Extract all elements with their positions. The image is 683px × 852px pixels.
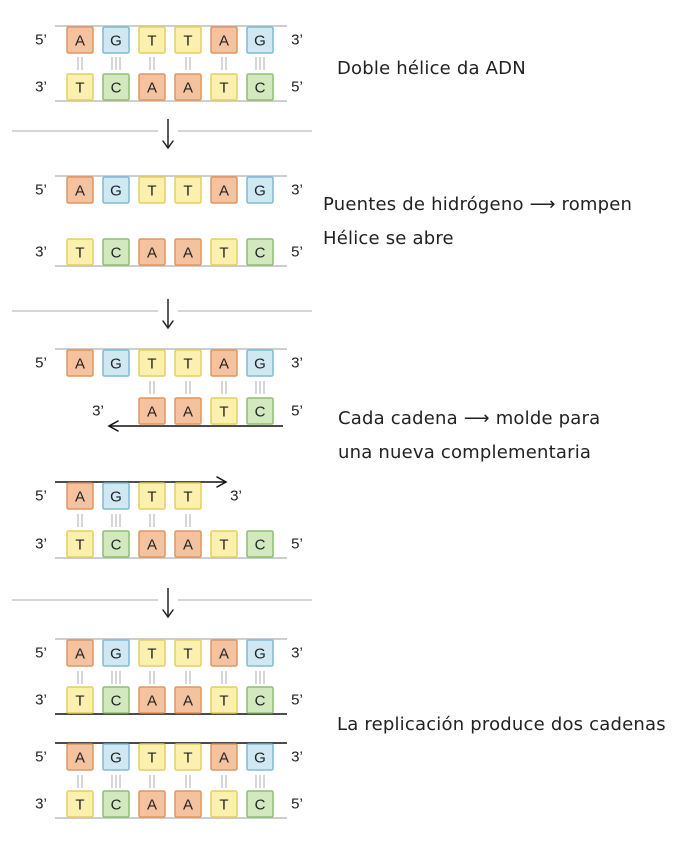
base-letter-t: T xyxy=(75,79,85,97)
base-letter-a: A xyxy=(182,536,194,554)
base-letter-t: T xyxy=(219,244,229,262)
end-label-right: 5’ xyxy=(291,402,303,420)
end-label-right: 3’ xyxy=(291,31,303,49)
base-letter-c: C xyxy=(254,796,266,814)
base-letter-g: G xyxy=(254,645,266,663)
note-template-strand: Cada cadena ⟶ molde para xyxy=(338,408,601,429)
base-letter-t: T xyxy=(75,796,85,814)
base-letter-a: A xyxy=(182,79,194,97)
base-letter-g: G xyxy=(110,32,122,50)
base-letter-c: C xyxy=(254,692,266,710)
note-double-helix: Doble hélice da ADN xyxy=(337,58,526,79)
base-letter-g: G xyxy=(110,488,122,506)
base-letter-g: G xyxy=(110,645,122,663)
base-letter-c: C xyxy=(110,692,122,710)
end-label-right: 3’ xyxy=(291,354,303,372)
end-label-right: 5’ xyxy=(291,535,303,553)
base-letter-g: G xyxy=(254,32,266,50)
base-letter-t: T xyxy=(147,749,157,767)
base-letter-t: T xyxy=(147,182,157,200)
base-letter-g: G xyxy=(110,355,122,373)
base-letter-a: A xyxy=(146,79,158,97)
end-label-left: 5’ xyxy=(35,748,47,766)
base-letter-a: A xyxy=(146,692,158,710)
base-letter-t: T xyxy=(75,692,85,710)
base-letter-c: C xyxy=(110,536,122,554)
base-letter-t: T xyxy=(147,355,157,373)
end-label-left: 5’ xyxy=(35,487,47,505)
end-label-left: 5’ xyxy=(35,354,47,372)
end-label-left: 3’ xyxy=(35,691,47,709)
base-letter-t: T xyxy=(183,32,193,50)
base-letter-t: T xyxy=(183,488,193,506)
base-letter-c: C xyxy=(254,79,266,97)
base-letter-a: A xyxy=(218,645,230,663)
base-letter-a: A xyxy=(218,749,230,767)
base-letter-a: A xyxy=(74,355,86,373)
base-letter-g: G xyxy=(254,749,266,767)
base-letter-c: C xyxy=(110,79,122,97)
base-letter-t: T xyxy=(75,244,85,262)
base-letter-a: A xyxy=(218,32,230,50)
base-letter-g: G xyxy=(110,182,122,200)
base-letter-t: T xyxy=(147,645,157,663)
end-label-left: 3’ xyxy=(35,243,47,261)
base-letter-c: C xyxy=(254,403,266,421)
base-letter-c: C xyxy=(110,244,122,262)
base-letter-c: C xyxy=(254,244,266,262)
base-letter-g: G xyxy=(254,355,266,373)
end-label-left: 3’ xyxy=(35,795,47,813)
base-letter-t: T xyxy=(183,182,193,200)
base-letter-a: A xyxy=(146,244,158,262)
end-label-left: 3’ xyxy=(35,78,47,96)
base-letter-g: G xyxy=(254,182,266,200)
end-label-left: 3’ xyxy=(35,535,47,553)
base-letter-a: A xyxy=(74,488,86,506)
base-letter-a: A xyxy=(182,692,194,710)
base-letter-a: A xyxy=(74,182,86,200)
note-new-complementary: una nueva complementaria xyxy=(338,442,592,463)
base-letter-a: A xyxy=(218,355,230,373)
note-helix-opens: Hélice se abre xyxy=(323,228,454,249)
base-letter-c: C xyxy=(254,536,266,554)
end-label-right: 5’ xyxy=(291,243,303,261)
base-letter-c: C xyxy=(110,796,122,814)
base-letter-a: A xyxy=(146,403,158,421)
end-label-right: 5’ xyxy=(291,691,303,709)
base-letter-a: A xyxy=(74,645,86,663)
base-letter-t: T xyxy=(147,488,157,506)
base-letter-t: T xyxy=(219,796,229,814)
base-letter-a: A xyxy=(74,749,86,767)
base-letter-a: A xyxy=(74,32,86,50)
note-two-strands-produced: La replicación produce dos cadenas xyxy=(337,714,666,735)
end-label-right: 5’ xyxy=(291,78,303,96)
end-label-right: 3’ xyxy=(291,748,303,766)
base-letter-a: A xyxy=(218,182,230,200)
base-letter-t: T xyxy=(183,645,193,663)
base-letter-t: T xyxy=(183,749,193,767)
base-letter-a: A xyxy=(146,796,158,814)
base-letter-a: A xyxy=(146,536,158,554)
base-letter-a: A xyxy=(182,244,194,262)
end-label-left: 5’ xyxy=(35,181,47,199)
end-label-right: 5’ xyxy=(291,795,303,813)
base-letter-t: T xyxy=(75,536,85,554)
note-hydrogen-bonds-break: Puentes de hidrógeno ⟶ rompen xyxy=(323,194,633,215)
base-letter-t: T xyxy=(183,355,193,373)
base-letter-a: A xyxy=(182,796,194,814)
end-label-left: 5’ xyxy=(35,644,47,662)
end-label-left: 3’ xyxy=(92,402,104,420)
end-label-left: 5’ xyxy=(35,31,47,49)
base-letter-t: T xyxy=(147,32,157,50)
base-letter-g: G xyxy=(110,749,122,767)
end-label-right: 3’ xyxy=(291,644,303,662)
base-letter-a: A xyxy=(182,403,194,421)
base-letter-t: T xyxy=(219,79,229,97)
end-label-right: 3’ xyxy=(291,181,303,199)
base-letter-t: T xyxy=(219,403,229,421)
base-letter-t: T xyxy=(219,536,229,554)
end-label-right: 3’ xyxy=(230,487,242,505)
base-letter-t: T xyxy=(219,692,229,710)
